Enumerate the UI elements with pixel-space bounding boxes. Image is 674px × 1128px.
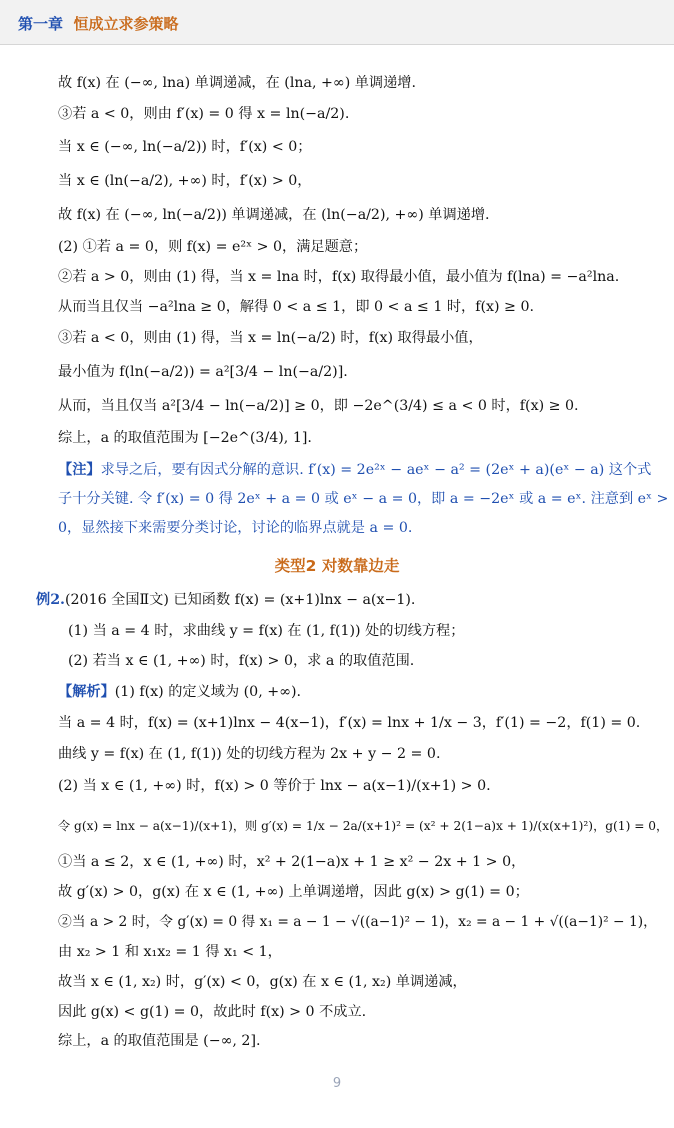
chapter-topic: 恒成立求参策略 <box>73 15 179 33</box>
note-text: 求导之后，要有因式分解的意识. f′(x) = 2e²ˣ − aeˣ − a² = (2eˣ + a)(eˣ − a) 这个式 <box>100 462 652 478</box>
text-line: 从而当且仅当 −a²lna ≥ 0，解得 0 < a ≤ 1，即 0 < a ≤ 1 时，f(x) ≥ 0. <box>58 299 534 315</box>
solution-line: 故 g′(x) > 0，g(x) 在 x ∈ (1, +∞) 上单调递增，因此 g(x) > g(1) = 0； <box>58 884 529 900</box>
example-part: (2) 若当 x ∈ (1, +∞) 时，f(x) > 0，求 a 的取值范围. <box>68 653 415 669</box>
note-line: 子十分关键. 令 f′(x) = 0 得 2eˣ + a = 0 或 eˣ − a = 0，即 a = −2eˣ 或 a = eˣ. 注意到 eˣ > <box>58 491 669 507</box>
chapter-label: 第一章 <box>18 15 64 33</box>
solution-line: 由 x₂ > 1 和 x₁x₂ = 1 得 x₁ < 1， <box>58 944 282 960</box>
note-line: 0，显然接下来需要分类讨论，讨论的临界点就是 a = 0. <box>58 520 413 536</box>
solution-tag: 【解析】 <box>58 684 115 700</box>
section-title: 类型2 对数靠边走 <box>274 557 400 575</box>
text-line: 故 f(x) 在 (−∞, lna) 单调递减，在 (lna, +∞) 单调递增. <box>58 75 416 91</box>
solution-line: ②当 a > 2 时，令 g′(x) = 0 得 x₁ = a − 1 − √((a−1)² − 1)，x₂ = a − 1 + √((a−1)² − 1)， <box>58 914 657 930</box>
solution-line: 曲线 y = f(x) 在 (1, f(1)) 处的切线方程为 2x + y − 2 = 0. <box>58 746 441 762</box>
example-label: 例2. <box>36 592 65 608</box>
solution-line: 故当 x ∈ (1, x₂) 时，g′(x) < 0，g(x) 在 x ∈ (1, x₂) 单调递减， <box>58 974 467 990</box>
page-number: 9 <box>332 1076 342 1091</box>
solution-line: 因此 g(x) < g(1) = 0，故此时 f(x) > 0 不成立. <box>58 1004 367 1020</box>
solution-line: 当 a = 4 时，f(x) = (x+1)lnx − 4(x−1)，f′(x) = lnx + 1/x − 3，f′(1) = −2，f(1) = 0. <box>58 715 641 731</box>
chapter-header <box>0 0 674 45</box>
solution-first-line <box>58 682 301 702</box>
solution-line: (2) 当 x ∈ (1, +∞) 时，f(x) > 0 等价于 lnx − a(x−1)/(x+1) > 0. <box>58 778 491 794</box>
text-line: 最小值为 f(ln(−a/2)) = a²[3/4 − ln(−a/2)]. <box>58 364 348 380</box>
text-line: 当 x ∈ (ln(−a/2), +∞) 时，f′(x) > 0， <box>58 173 312 189</box>
text-line: ③若 a < 0，则由 (1) 得，当 x = ln(−a/2) 时，f(x) 取得最小值， <box>58 330 483 346</box>
solution-line: ①当 a ≤ 2，x ∈ (1, +∞) 时，x² + 2(1−a)x + 1 ≥ x² − 2x + 1 > 0， <box>58 854 526 870</box>
text-line: 综上，a 的取值范围为 [−2e^(3/4), 1]. <box>58 430 312 446</box>
note-tag: 【注】 <box>58 462 101 478</box>
example-stem <box>36 590 415 610</box>
text-line: 故 f(x) 在 (−∞, ln(−a/2)) 单调递减，在 (ln(−a/2), +∞) 单调递增. <box>58 207 490 223</box>
text-line: (2) ①若 a = 0，则 f(x) = e²ˣ > 0，满足题意； <box>58 239 368 255</box>
example-source: (2016 全国Ⅱ文) 已知函数 f(x) = (x+1)lnx − a(x−1). <box>65 592 416 608</box>
solution-line: 令 g(x) = lnx − a(x−1)/(x+1)，则 g′(x) = 1/x − 2a/(x+1)² = (x² + 2(1−a)x + 1)/(x(x+1)²)，g(1) = 0， <box>58 819 669 833</box>
note-line <box>58 460 651 480</box>
text-line: ②若 a > 0，则由 (1) 得，当 x = lna 时，f(x) 取得最小值，最小值为 f(lna) = −a²lna. <box>58 269 620 285</box>
solution-text: (1) f(x) 的定义域为 (0, +∞). <box>114 684 301 700</box>
text-line: 从而，当且仅当 a²[3/4 − ln(−a/2)] ≥ 0，即 −2e^(3/4) ≤ a < 0 时，f(x) ≥ 0. <box>58 398 579 414</box>
text-line: ③若 a < 0，则由 f′(x) = 0 得 x = ln(−a/2). <box>58 106 350 122</box>
example-part: (1) 当 a = 4 时，求曲线 y = f(x) 在 (1, f(1)) 处的切线方程； <box>68 623 465 639</box>
chapter-title <box>18 13 178 34</box>
text-line: 当 x ∈ (−∞, ln(−a/2)) 时，f′(x) < 0； <box>58 139 312 155</box>
solution-line: 综上，a 的取值范围是 (−∞, 2]. <box>58 1033 261 1049</box>
